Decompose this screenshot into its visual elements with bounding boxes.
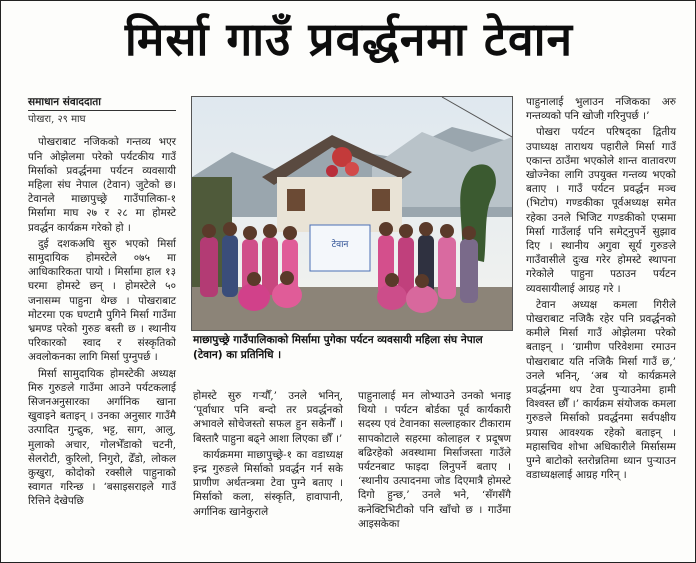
- paragraph: मिर्सा सामुदायिक होमस्टेकी अध्यक्ष मिरु गुरुङले गाउँमा आउने पर्यटकलाई सिजनअनुसारका अर्गानिक खाना खुवाइने बताइन् । उनका अनुसार गाउँमै उत्पादित गुन्द्रुक, भट्ट, साग, आलु, मुलाको अचार, गोलभेँडाको चटनी, सेलरोटी, कुरिलो, निगुरो, ढेँडो, लोकल कुखुरा, कोदोको रक्सीले पाहुनाको स्वागत गरिन्छ । ‘बसाइसराइले गाउँ रित्तिने देखेपछि: [28, 367, 176, 508]
- photo-caption: माछापुच्छ्रे गाउँपालिकाको मिर्सामा पुगेका पर्यटन व्यवसायी महिला संघ नेपाल (टेवान) का प्रतिनिधि ।: [193, 334, 483, 361]
- photo-illustration: [192, 97, 512, 330]
- paragraph: होमस्टे सुरु गऱ्यौँ,’ उनले भनिन्, ‘पूर्वाधार पनि बन्दो तर प्रवर्द्धनको अभावले सोचेजस्तो सफल हुन सकेनौँ । बिस्तारै पाहुना बढ्ने आशा लिएका छौँ ।’: [193, 390, 343, 445]
- article-column-2: [193, 389, 343, 521]
- paragraph: पोखराबाट नजिकको गन्तव्य भएर पनि ओझेलमा परेको पर्यटकीय गाउँ मिर्साको प्रवर्द्धनमा पर्यटन व्यवसायी महिला संघ नेपाल (टेवान) जुटेको छ। टेवानले माछापुच्छ्रे गाउँपालिका-१ मिर्सामा माघ २७ र २८ मा होमस्टे प्रवर्द्धन कार्यक्रम गरेको हो ।: [28, 136, 176, 234]
- banner-text: टेवान: [331, 240, 349, 250]
- dateline: पोखरा, २९ माघ: [28, 114, 86, 126]
- article-column-1: [28, 95, 176, 511]
- paragraph: पोखरा पर्यटन परिषद्का द्वितीय उपाध्यक्ष ताराथय पहारीले मिर्सा गाउँ एकान्त ठाउँमा भएकोले शान्त वातावरण खोज्नेका लागि उपयुक्त गन्तव्य भएको बताए । गाउँ पर्यटन प्रवर्द्धन मञ्च (भिटोप) गण्डकीका पूर्वअध्यक्ष समेत रहेका उनले भिजिट गण्डकीको एप्समा मिर्सा गाउँलाई पनि समेट्नुपर्ने सुझाव दिए । स्थानीय अगुवा सूर्य गुरुङले गाउँवासीले दुःख गरेर होमस्टे स्थापना गरेकोले पाहुना पठाउन पर्यटन व्यवसायीलाई आग्रह गरे ।: [526, 126, 676, 295]
- article-column-3: [358, 389, 511, 533]
- headline: मिर्सा गाउँ प्रवर्द्धनमा टेवान: [124, 12, 574, 66]
- news-photo: [191, 96, 513, 331]
- byline: समाधान संवाददाता: [28, 95, 176, 111]
- article-column-4: [526, 95, 676, 484]
- paragraph: पाहुनालाई भुलाउन नजिकका अरु गन्तव्यको पनि खोजी गरिनुपर्छ ।’: [526, 96, 676, 123]
- paragraph: दुई दशकअघि सुरु भएको मिर्सा सामुदायिक होमस्टेले ०७५ मा आधिकारिकता पायो । मिर्सामा हाल १३ घरमा होमस्टे छन् । होमस्टेले ५० जनासम्म पाहुना थेग्छ । पोखराबाट मोटरमा एक घण्टामै पुगिने मिर्सा गाउँमा भ्रमण्ड परेको गुरुङ बस्ती छ । स्थानीय परिकारको स्वाद र संस्कृतिको अवलोकनका लागि मिर्सा पुग्नुपर्छ ।: [28, 237, 176, 364]
- paragraph: कार्यक्रममा माछापुच्छ्रे-१ का वडाध्यक्ष इन्द्र गुरुङले मिर्साको प्रवर्द्धन गर्न सके प्राणीण अर्थतन्त्रमा टेवा पुग्ने बताए । मिर्साको कला, संस्कृति, हावापानी, अर्गानिक खानेकुराले: [193, 448, 343, 518]
- paragraph: टेवान अध्यक्ष कमला गिरीले पोखराबाट नजिकै रहेर पनि प्रवर्द्धनको कमीले मिर्सा गाउँ ओझेलमा परेको बताइन् । ‘ग्रामीण परिवेशमा रमाउन पोखराबाट यति नजिकै मिर्सा गाउँ छ,’ उनले भनिन्, ‘अब यो कार्यक्रमले प्रवर्द्धनमा थप टेवा पुऱ्याउनेमा हामी विश्वस्त छौँ ।’ कार्यक्रम संयोजक कमला गुरुङले मिर्साको प्रवर्द्धनमा सर्वपक्षीय प्रयास आवश्यक रहेको बताइन् । महासचिव शोभा अधिकारीले मिर्सासम्म पुग्ने बाटोको स्तरोन्नतिमा ध्यान पुऱ्याउन वडाध्यक्षलाई आग्रह गरिन् ।: [526, 298, 676, 482]
- paragraph: पाहुनालाई मन लोभ्याउने उनको भनाइ थियो । पर्यटन बोर्डका पूर्व कार्यकारी सदस्य एवं टेवानका सल्लाहकार टीकाराम सापकोटाले सहरमा कोलाहल र प्रदूषण बढिरहेको अवस्थामा मिर्साजस्ता गाउँले पर्यटनबाट फाइदा लिनुपर्ने बताए । ‘स्थानीय उत्पादनमा जोड दिएमात्रै होमस्टे दिगो हुन्छ,’ उनले भने, ‘सँगसँगै कनेक्टिभिटीको पनि खाँचो छ । गाउँमा आइसकेका: [358, 390, 511, 530]
